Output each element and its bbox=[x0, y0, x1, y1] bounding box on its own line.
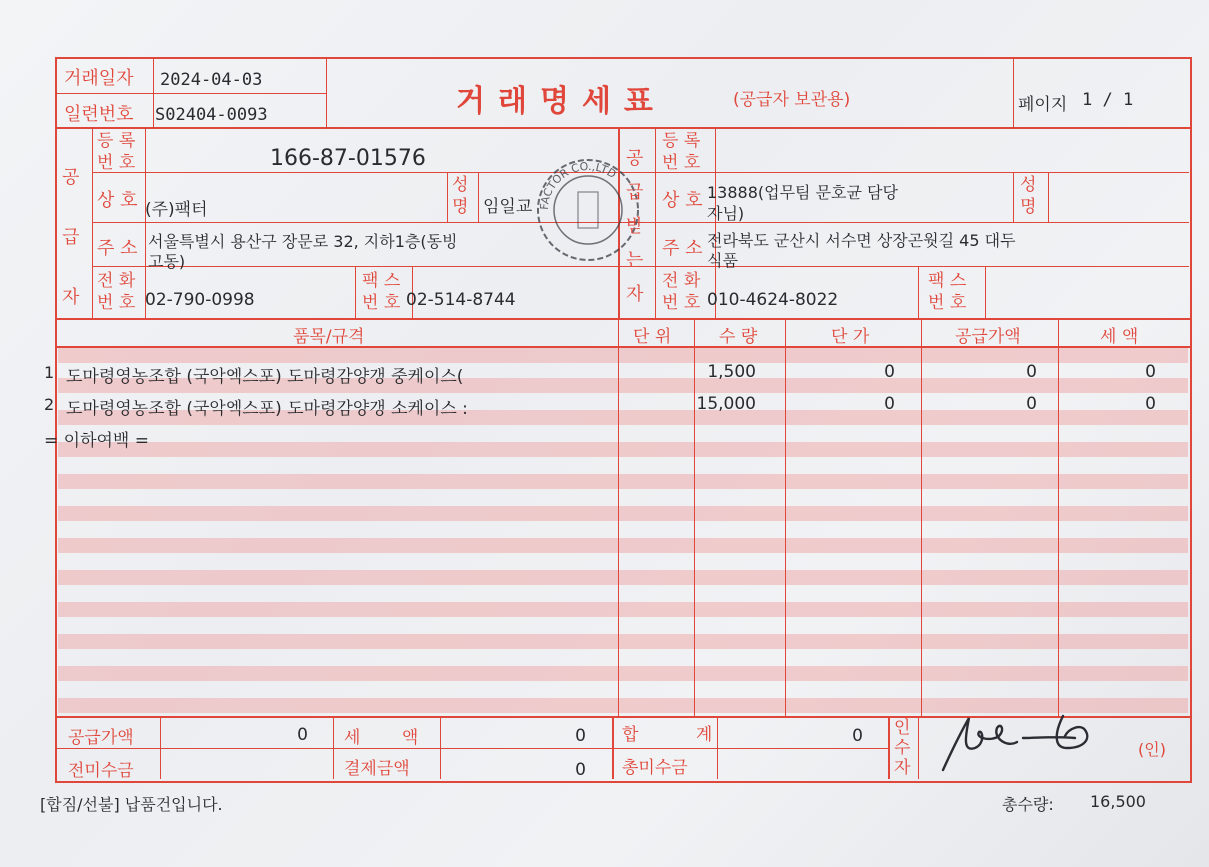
paid-amount-value: 0 bbox=[575, 760, 586, 780]
receiver-addr-value-2: 식품 bbox=[707, 251, 738, 270]
supplier-addr-label: 주 소 bbox=[97, 238, 138, 259]
receiver-tel-value: 010-4624-8022 bbox=[707, 290, 839, 310]
receiver-name-value-2: 자님) bbox=[707, 204, 745, 223]
party-vline-f bbox=[478, 172, 479, 222]
supply-total-label: 공급가액 bbox=[68, 728, 134, 748]
header-vline-2 bbox=[326, 57, 327, 127]
totals-mid-line bbox=[55, 748, 890, 749]
receiver-ceo-label: 성 명 bbox=[1020, 175, 1037, 217]
col-header-supply: 공급가액 bbox=[955, 327, 1021, 347]
col-header-price: 단 가 bbox=[831, 327, 870, 347]
serial-label: 일련번호 bbox=[64, 104, 134, 125]
serial-value: S02404-0093 bbox=[155, 105, 268, 125]
row-supply: 0 bbox=[1026, 394, 1037, 414]
page-value: 1 / 1 bbox=[1082, 90, 1134, 110]
totals-vline-6 bbox=[888, 716, 890, 779]
supplier-ceo-label: 성 명 bbox=[452, 175, 469, 217]
header-bottom-line bbox=[55, 127, 1190, 129]
party-vline-l bbox=[985, 266, 986, 318]
receiver-fax-label: 팩 스 번 호 bbox=[928, 271, 967, 313]
party-vline-e bbox=[447, 172, 448, 222]
totals-vline-4 bbox=[612, 716, 614, 779]
receiver-side-label: 공 급 받 는 자 bbox=[626, 148, 644, 305]
row-item: 도마령영농조합 (국악엑스포) 도마령감양갱 소케이스 : bbox=[66, 399, 468, 419]
header-vline-3 bbox=[1013, 57, 1014, 127]
col-header-qty: 수 량 bbox=[719, 327, 758, 347]
sum-total-value: 0 bbox=[852, 726, 863, 746]
party-vline-g bbox=[1013, 172, 1014, 222]
seal-mark: (인) bbox=[1138, 740, 1166, 759]
prev-unpaid-label: 전미수금 bbox=[68, 761, 134, 781]
party-vline-c bbox=[655, 127, 656, 318]
supplier-ceo-value: 임일교 bbox=[483, 197, 533, 217]
party-vline-a bbox=[92, 127, 93, 318]
total-unpaid-label: 총미수금 bbox=[622, 758, 688, 778]
col-line-unit bbox=[618, 318, 619, 716]
sum-total-label: 합 계 bbox=[622, 725, 739, 745]
supplier-tel-value: 02-790-0998 bbox=[145, 290, 255, 310]
row-item: 도마령영농조합 (국악엑스포) 도마령감양갱 중케이스( bbox=[66, 367, 464, 387]
row-tax: 0 bbox=[1145, 362, 1156, 382]
supply-total-value: 0 bbox=[297, 725, 308, 745]
receiver-tel-label: 전 화 번 호 bbox=[662, 271, 701, 313]
col-header-unit: 단 위 bbox=[633, 327, 672, 347]
footer-note: [합짐/선불] 납품건입니다. bbox=[40, 795, 223, 814]
col-header-tax: 세 액 bbox=[1100, 327, 1139, 347]
supplier-addr-value: 서울특별시 용산구 장문로 32, 지하1층(동빙 bbox=[148, 232, 458, 251]
row-price: 0 bbox=[884, 362, 895, 382]
header-vline-1 bbox=[153, 57, 154, 127]
supplier-reg-label: 등 록 번 호 bbox=[97, 131, 136, 173]
party-bottom-line bbox=[55, 318, 1190, 320]
party-vline-h bbox=[1048, 172, 1049, 222]
totals-vline-7 bbox=[918, 716, 919, 779]
row-tax: 0 bbox=[1145, 394, 1156, 414]
receiver-reg-label: 등 록 번 호 bbox=[662, 131, 701, 173]
row-supply: 0 bbox=[1026, 362, 1037, 382]
date-label: 거래일자 bbox=[64, 68, 134, 89]
receiver-sign-label: 인 수 자 bbox=[894, 718, 911, 778]
total-quantity-label: 총수량: bbox=[1002, 795, 1054, 814]
supplier-name-value: (주)팩터 bbox=[145, 200, 208, 220]
party-vline-i bbox=[355, 266, 356, 318]
supplier-fax-value: 02-514-8744 bbox=[406, 290, 516, 310]
row-qty: 1,500 bbox=[707, 362, 756, 382]
receiver-name-value: 13888(업무팀 문호균 담당 bbox=[707, 183, 898, 202]
supplier-fax-label: 팩 스 번 호 bbox=[362, 271, 401, 313]
svg-text:FACTOR CO.,LTD: FACTOR CO.,LTD bbox=[537, 159, 619, 211]
row-price: 0 bbox=[884, 394, 895, 414]
tax-total-value: 0 bbox=[575, 726, 586, 746]
handwritten-signature bbox=[935, 708, 1110, 778]
supplier-addr-value-2: 고동) bbox=[148, 252, 186, 271]
page-label: 페이지 bbox=[1018, 95, 1068, 115]
row-number: 1 bbox=[44, 363, 55, 382]
tax-total-label: 세 액 bbox=[344, 728, 437, 748]
form-subtitle: (공급자 보관용) bbox=[733, 90, 851, 110]
supplier-side-label: 공 급 자 bbox=[62, 167, 80, 308]
receiver-addr-label: 주 소 bbox=[662, 238, 703, 259]
totals-vline-2 bbox=[333, 716, 334, 779]
supplier-name-label: 상 호 bbox=[97, 190, 138, 211]
end-of-items-marker: = 이하여백 = bbox=[44, 431, 149, 451]
party-vline-k bbox=[918, 266, 919, 318]
col-header-item: 품목/규격 bbox=[293, 327, 365, 347]
receiver-addr-value: 전라북도 군산시 서수면 상장곤웟길 45 대두 bbox=[707, 231, 1016, 250]
supplier-reg-value: 166-87-01576 bbox=[270, 146, 426, 171]
total-quantity-value: 16,500 bbox=[1090, 792, 1146, 811]
supplier-tel-label: 전 화 번 호 bbox=[97, 271, 136, 313]
row-qty: 15,000 bbox=[696, 394, 756, 414]
form-title: 거래명세표 bbox=[456, 84, 666, 119]
paid-amount-label: 결제금액 bbox=[344, 759, 410, 779]
receiver-name-label: 상 호 bbox=[662, 190, 703, 211]
row-number: 2 bbox=[44, 395, 55, 414]
date-value: 2024-04-03 bbox=[160, 70, 263, 90]
header-split-line bbox=[55, 93, 327, 94]
